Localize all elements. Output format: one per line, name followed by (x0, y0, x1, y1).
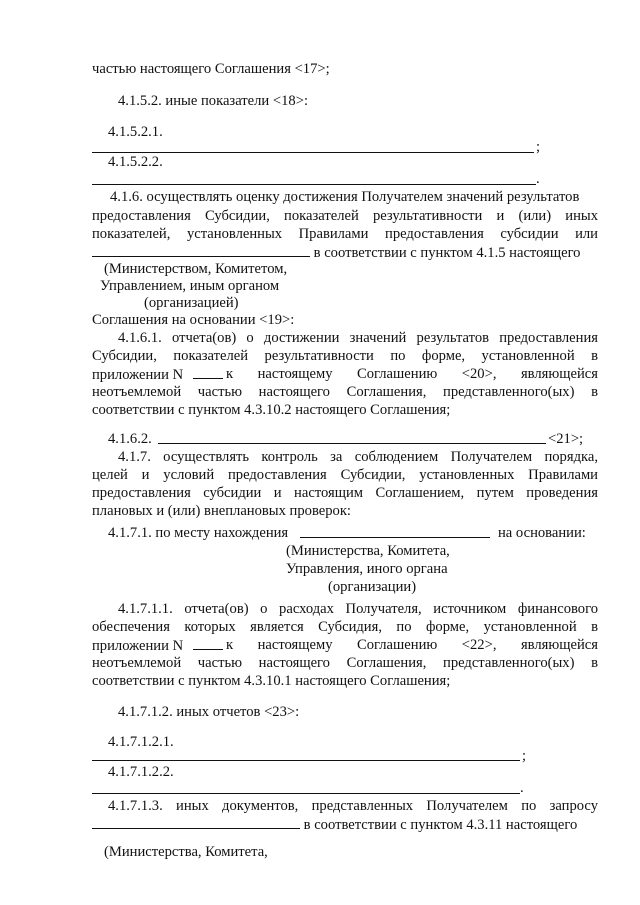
field-hint: (Министерства, Комитета, (286, 543, 450, 559)
clause-4-1-5-2-2: 4.1.5.2.2. (108, 154, 163, 170)
blank-field (193, 636, 223, 650)
paragraph-text: целей и условий предоставления Субсидии, установленных Правилами (92, 467, 598, 483)
paragraph-text (92, 636, 598, 655)
blank-line (92, 184, 536, 185)
paragraph-text-part (92, 365, 223, 384)
clause-4-1-6-2: 4.1.6.2. (108, 431, 152, 447)
field-hint: (Министерством, Комитетом, (104, 261, 288, 277)
clause-4-1-7-1-2-1: 4.1.7.1.2.1. (108, 734, 174, 750)
line-end-mark: . (536, 171, 540, 187)
paragraph-text: неотъемлемой частью настоящего Соглашения, представленного(ых) в (92, 655, 598, 671)
paragraph-text-part (92, 636, 223, 655)
paragraph-text-tail: на основании: (498, 525, 586, 541)
clause-4-1-7-1-3: 4.1.7.1.3. иных документов, представленных Получателем по запросу (108, 798, 598, 814)
paragraph-text: предоставления субсидии и настоящим Соглашением, путем проведения (92, 485, 598, 501)
paragraph-text: Соглашения на основании <19>: (92, 312, 295, 328)
paragraph-text (92, 365, 598, 384)
paragraph-text: обеспечения которых является Субсидия, по форме, установленной в (92, 619, 598, 635)
paragraph-text-part: к настоящему Соглашению <20>, являющейся (226, 366, 598, 382)
blank-line (92, 793, 520, 794)
clause-4-1-7-1: 4.1.7.1. по месту нахождения (108, 525, 289, 541)
paragraph-text: соответствии с пунктом 4.3.10.2 настоящего Соглашения; (92, 402, 451, 418)
paragraph-text: частью настоящего Соглашения <17>; (92, 61, 330, 77)
clause-4-1-5-2-1: 4.1.5.2.1. (108, 124, 163, 140)
paragraph-text: неотъемлемой частью настоящего Соглашения, представленного(ых) в (92, 384, 598, 400)
paragraph-text-tail: в соответствии с пунктом 4.1.5 настоящего (313, 245, 581, 261)
paragraph-text-tail: в соответствии с пунктом 4.3.11 настоящего (303, 817, 578, 833)
clause-4-1-6-1: 4.1.6.1. отчета(ов) о достижении значений результатов предоставления (118, 330, 598, 346)
blank-field (92, 815, 300, 829)
blank-line (92, 760, 520, 761)
field-hint: (Министерства, Комитета, (104, 844, 268, 860)
clause-4-1-7-1-2: 4.1.7.1.2. иных отчетов <23>: (118, 704, 300, 720)
paragraph-text: плановых и (или) внеплановых проверок: (92, 503, 351, 519)
appendix-label: приложении N (92, 367, 184, 383)
clause-4-1-5-2: 4.1.5.2. иные показатели <18>: (118, 93, 309, 109)
field-hint: Управлением, иным органом (100, 278, 280, 294)
line-end-mark: . (520, 780, 524, 796)
field-hint: (организацией) (144, 295, 239, 311)
paragraph-text (92, 815, 577, 834)
clause-4-1-6: 4.1.6. осуществлять оценку достижения Получателем значений результатов (110, 189, 580, 205)
field-hint: Управления, иного органа (286, 561, 448, 577)
paragraph-text: соответствии с пунктом 4.3.10.1 настоящего Соглашения; (92, 673, 451, 689)
paragraph-text-part: к настоящему Соглашению <22>, являющейся (226, 637, 598, 653)
blank-field (193, 365, 223, 379)
paragraph-text: Субсидии, показателей результативности по форме, установленной в (92, 348, 598, 364)
paragraph-text: предоставления Субсидии, показателей результативности и (или) иных (92, 208, 598, 224)
field-hint: (организации) (328, 579, 417, 595)
clause-4-1-7: 4.1.7. осуществлять контроль за соблюдением Получателем порядка, (118, 449, 598, 465)
appendix-label: приложении N (92, 638, 184, 654)
clause-4-1-7-1-1: 4.1.7.1.1. отчета(ов) о расходах Получателя, источником финансового (118, 601, 598, 617)
blank-field (92, 243, 310, 257)
clause-4-1-7-1-2-2: 4.1.7.1.2.2. (108, 764, 174, 780)
line-end-mark: ; (522, 748, 527, 764)
blank-line (158, 443, 546, 444)
line-end-mark: ; (536, 139, 541, 155)
paragraph-text: показателей, установленных Правилами предоставления субсидии или (92, 226, 598, 242)
blank-line (300, 537, 490, 538)
line-end-mark: <21>; (548, 431, 584, 447)
